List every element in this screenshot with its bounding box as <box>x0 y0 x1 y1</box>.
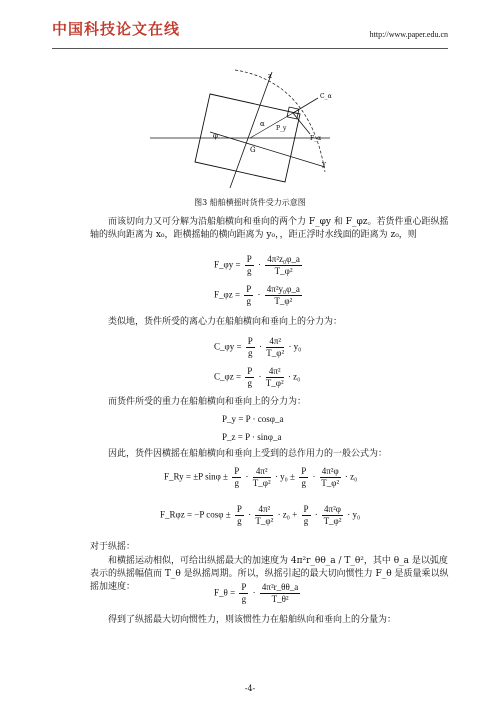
force-f-alpha <box>293 113 310 134</box>
label-alpha: α <box>260 120 265 128</box>
paragraph-1: 而该切向力又可分解为沿船舶横向和垂向的两个力 F_φy 和 F_φz。若货件重心距纵摇轴的纵向距离为 x₀，距横摇轴的横向距离为 y₀，，距正浮时水线面的距离为 z₀，则 <box>90 217 449 240</box>
equation-1: F_φy = $\frac{P}{g}$ · $\frac{\text{4π²z₀φ\_a}}{\text{T\_φ²}}$ <box>214 254 300 276</box>
equation-9: F_θ = $\frac{P}{g}$ · $\frac{\text{4π²r\_θθ\_a}}{\text{T\_θ²}}$ <box>214 582 299 604</box>
label-py: P_y <box>276 125 287 132</box>
force-diagram <box>150 62 360 190</box>
equation-4: C_φz = $\frac{P}{g}$ · $\frac{\text{4π²}}{\text{T\_φ²}}$ · z₀ <box>214 366 301 388</box>
paragraph-6: 和横摇运动相似，可给出纵摇最大的加速度为 4π²r_θθ_a / T_θ²，其中 θ_a 是以弧度表示的纵摇幅值而 T_θ 是纵摇周期。所以，纵摇引起的最大切向惯性力 F_θ 是质量乘以纵摇加速度： <box>90 556 449 592</box>
equation-6: P_z = P · sinφ_a <box>222 432 282 442</box>
label-f-alpha: F_α <box>310 135 322 142</box>
equation-3: C_φy = $\frac{P}{g}$ · $\frac{\text{4π²}}{\text{T\_φ²}}$ · y₀ <box>214 336 302 358</box>
force-c-alpha <box>293 98 318 113</box>
header-url[interactable]: http://www.paper.edu.cn <box>369 30 448 39</box>
paragraph-4: 因此，货件因横摇在船舶横向和垂向上受到的总作用力的一般公式为： <box>108 449 388 459</box>
paragraph-7: 得到了纵摇最大切向惯性力，则该惯性力在船舶纵向和垂向上的分量为： <box>108 615 397 625</box>
paragraph-2: 类似地，货件所受的离心力在船舶横向和垂向上的分力为： <box>108 317 343 327</box>
equation-2: F_φz = $\frac{P}{g}$ · $\frac{\text{4π²y₀φ\_a}}{\text{T\_φ²}}$ <box>214 284 300 306</box>
label-G: G <box>250 146 256 154</box>
paragraph-3: 而货件所受的重力在船舶横向和垂向上的分力为： <box>108 397 307 407</box>
equation-7: F_Ry = ±P sinφ ± $\frac{P}{g}$ · $\frac{\text{4π²}}{\text{T\_φ²}}$ · y₀ ± $\frac{P}{g}$ · $\frac{\text{4π²φ}}{\text{T\_φ²}}$ · z₀ <box>164 466 358 488</box>
y-axis <box>210 132 325 167</box>
roll-arc <box>235 70 325 172</box>
label-phi: φ <box>213 132 218 140</box>
label-z: z <box>268 72 272 80</box>
equation-5: P_y = P · cosφ_a <box>222 414 284 424</box>
journal-logo: 中国科技论文在线 <box>52 20 181 38</box>
figure-caption: 图3 船舶横摇时货件受力示意图 <box>194 198 306 207</box>
label-c-alpha: C_α <box>320 93 332 100</box>
page-header <box>52 8 448 49</box>
z-axis <box>230 72 272 188</box>
label-y: y <box>322 160 326 168</box>
equation-8: F_Rφz = −P cosφ ± $\frac{P}{g}$ · $\frac{\text{4π²}}{\text{T\_φ²}}$ · z₀ + $\frac{P}{g}$ · $\frac{\text{4π²φ}}{\text{T\_φ²}}$ · y₀ <box>160 504 361 526</box>
paragraph-5: 对于纵摇： <box>90 542 136 552</box>
radius-line <box>250 113 293 138</box>
page-number: -4- <box>244 684 256 693</box>
